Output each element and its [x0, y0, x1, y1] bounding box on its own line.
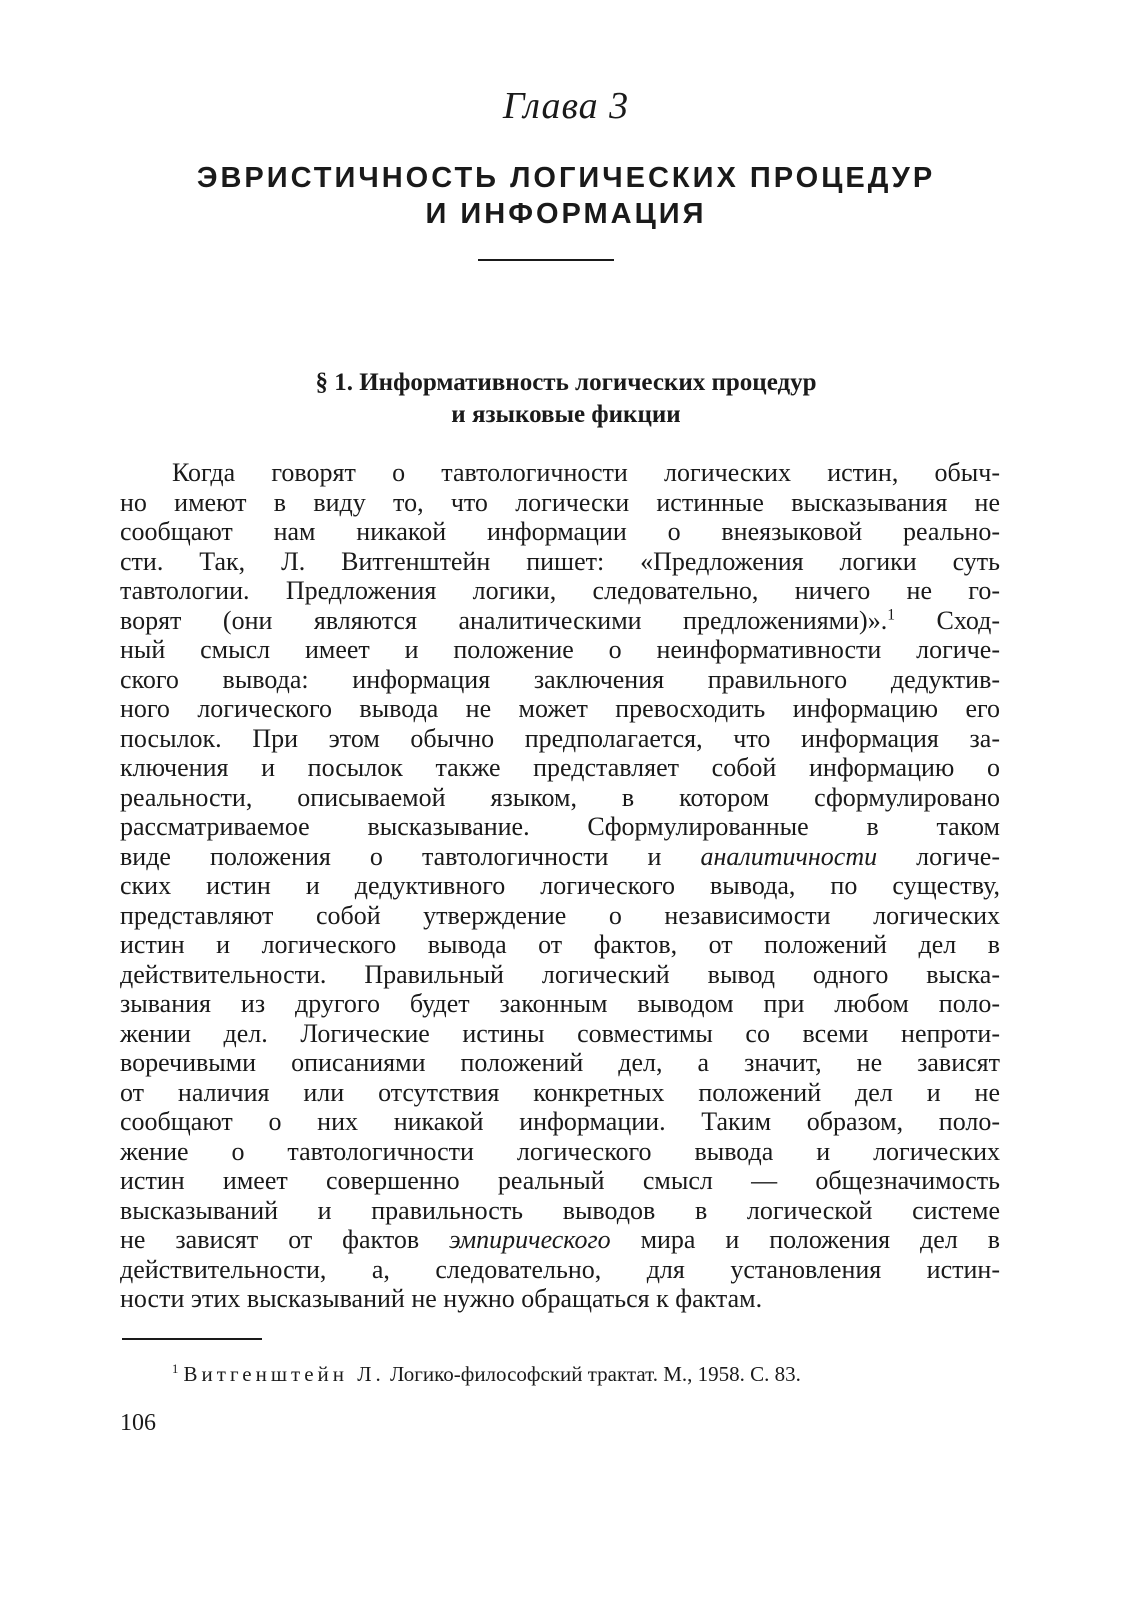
text-line: высказываний и правильность выводов в логической системе — [120, 1195, 1000, 1225]
text-line: ности этих высказываний не нужно обращаться к фактам. — [120, 1284, 763, 1313]
chapter-title — [0, 160, 1132, 232]
page-number: 106 — [120, 1410, 156, 1436]
text-line: сти. Так, Л. Витгенштейн пишет: «Предложения логики суть — [120, 546, 1000, 576]
text-line: действительности, а, следовательно, для установления истин- — [120, 1254, 1000, 1284]
text-line: истин и логического вывода от фактов, от положений дел в — [120, 930, 1000, 959]
text-line: ключения и посылок также представляет собой информацию о — [120, 753, 1000, 782]
text-line: посылок. При этом обычно предполагается, что информация за- — [120, 723, 1000, 753]
text-line: воречивыми описаниями положений дел, а значит, не зависят — [120, 1048, 1000, 1077]
text-segment: мира и положения дел в — [610, 1225, 1001, 1254]
footnote-reference[interactable]: 1 — [887, 605, 895, 623]
text-segment: не зависят от фактов — [120, 1225, 420, 1254]
chapter-title-line-1: ЭВРИСТИЧНОСТЬ ЛОГИЧЕСКИХ ПРОЦЕДУР — [196, 162, 936, 194]
italic-term: аналитичности — [700, 841, 878, 871]
footnote — [172, 1362, 992, 1387]
text-line: но имеют в виду то, что логически истинные высказывания не — [120, 487, 1000, 517]
text-line: ный смысл имеет и положение о неинформативности логиче- — [120, 635, 1000, 664]
chapter-divider — [478, 259, 614, 261]
body-paragraph — [120, 458, 1000, 1314]
text-line — [120, 1225, 1000, 1255]
text-segment: виде положения о тавтологичности и — [120, 841, 662, 871]
text-line: реальности, описываемой языком, в котором сформулировано — [120, 782, 1000, 812]
text-line: ского вывода: информация заключения правильного дедуктив- — [120, 664, 1000, 694]
section-title-line-2: и языковые фикции — [451, 401, 681, 428]
text-line: тавтологии. Предложения логики, следовательно, ничего не го- — [120, 576, 1000, 605]
text-line: от наличия или отсутствия конкретных положений дел и не — [120, 1077, 1000, 1107]
text-line: Когда говорят о тавтологичности логических истин, обыч- — [172, 458, 1000, 487]
text-line: ного логического вывода не может превосходить информацию его — [120, 694, 1000, 723]
footnote-mark: 1 — [172, 1362, 179, 1376]
text-segment: Сход- — [895, 605, 1000, 635]
text-line: истин имеет совершенно реальный смысл — общезначимость — [120, 1166, 1000, 1195]
text-line: жении дел. Логические истины совместимы со всеми непроти- — [120, 1018, 1000, 1048]
footnote-divider — [122, 1338, 262, 1340]
section-title-line-1: § 1. Информативность логических процедур — [315, 369, 817, 396]
text-segment: логиче- — [877, 841, 1000, 871]
text-line: рассматриваемое высказывание. Сформулированные в таком — [120, 812, 1000, 841]
text-line: сообщают о них никакой информации. Таким образом, поло- — [120, 1107, 1000, 1136]
section-title — [0, 367, 1132, 431]
text-line: сообщают нам никакой информации о внеязыковой реально- — [120, 517, 1000, 546]
text-line — [120, 842, 1000, 872]
text-segment: ворят (они являются аналитическими предложениями)». — [120, 605, 888, 635]
text-line: действительности. Правильный логический вывод одного выска- — [120, 959, 1000, 989]
chapter-title-line-2: И ИНФОРМАЦИЯ — [425, 198, 707, 230]
footnote-text: Логико-философский трактат. М., 1958. С. 83. — [384, 1362, 801, 1386]
text-line: представляют собой утверждение о независимости логических — [120, 900, 1000, 930]
text-line: жение о тавтологичности логического вывода и логических — [120, 1136, 1000, 1166]
footnote-author: Витгенштейн Л. — [183, 1362, 385, 1386]
text-line: зывания из другого будет законным выводом при любом поло- — [120, 989, 1000, 1018]
chapter-label: Глава 3 — [502, 85, 630, 127]
text-line: ских истин и дедуктивного логического вывода, по существу, — [120, 871, 1000, 900]
italic-term: эмпирического — [449, 1225, 611, 1254]
text-line — [120, 606, 1000, 636]
